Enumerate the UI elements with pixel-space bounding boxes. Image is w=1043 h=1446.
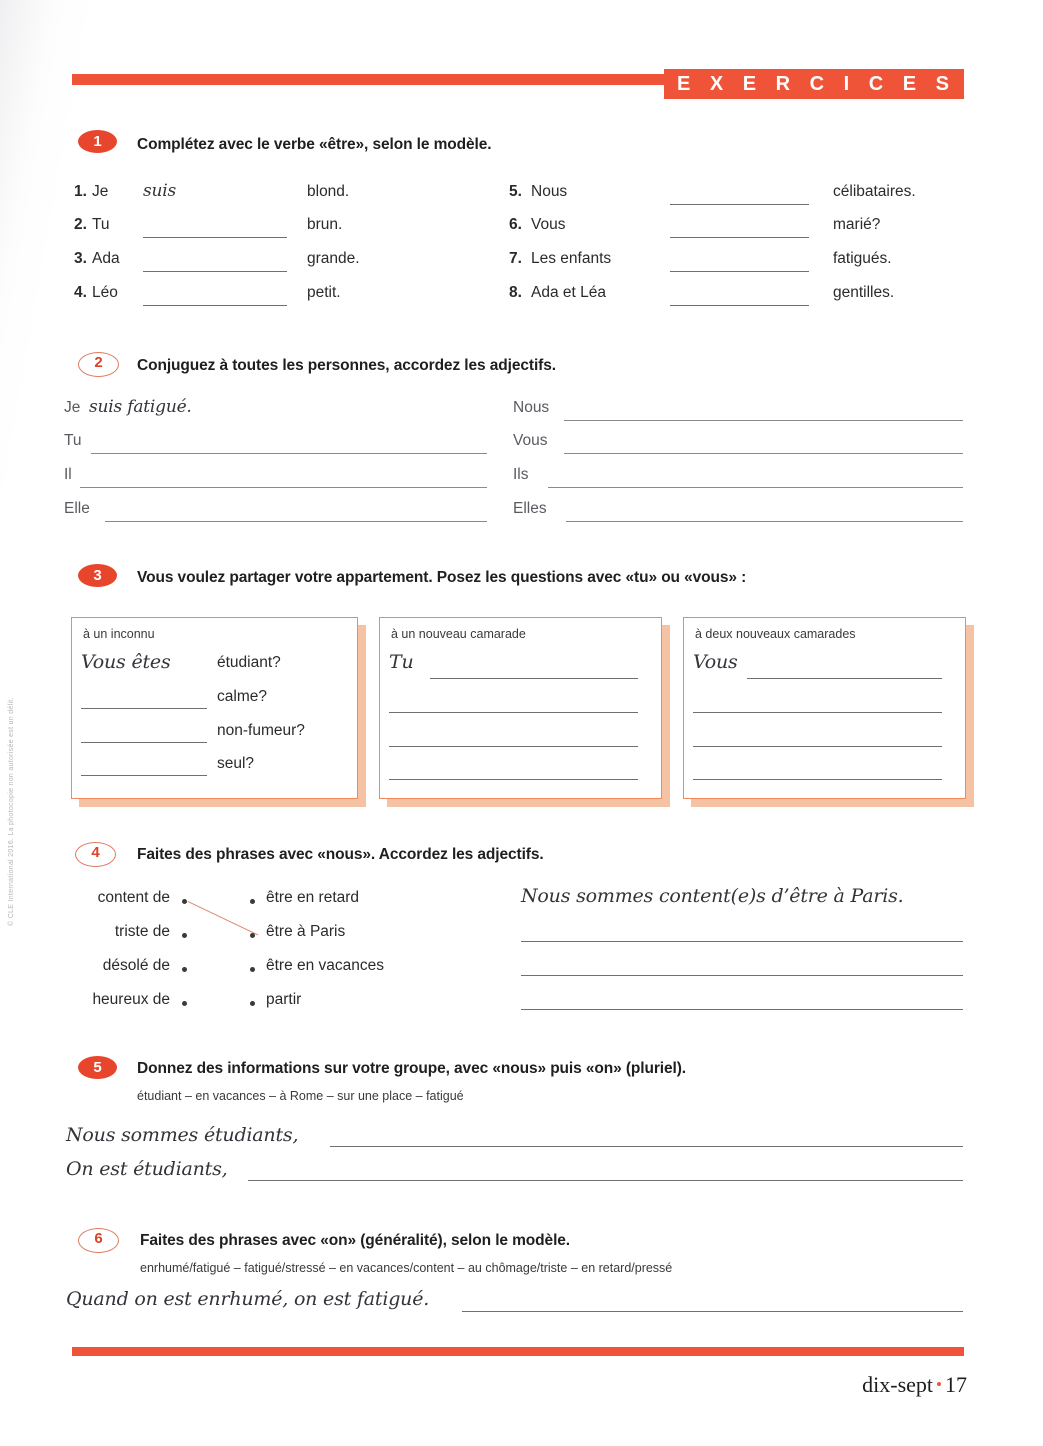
exercise-6-model-answer: Quand on est enrhumé, on est fatigué.: [66, 1288, 430, 1310]
answer-blank[interactable]: [548, 487, 963, 488]
pronoun-label: Elle: [64, 500, 90, 517]
answer-blank[interactable]: [143, 271, 287, 272]
folio-number: 17: [945, 1372, 967, 1397]
item-subject: Je: [92, 183, 109, 200]
item-predicate: brun.: [307, 216, 343, 233]
item-number: 7.: [509, 250, 522, 267]
exercise-5-answer-start: Nous sommes étudiants,: [66, 1124, 299, 1146]
page-folio: [862, 1372, 967, 1398]
item-predicate: gentilles.: [833, 284, 895, 301]
card-label: à un inconnu: [83, 627, 155, 641]
question-card-camarade: [379, 617, 662, 799]
answer-blank[interactable]: [521, 1009, 963, 1010]
match-left-item[interactable]: heureux de: [92, 991, 170, 1008]
item-predicate: blond.: [307, 183, 350, 200]
item-subject: Nous: [531, 183, 568, 200]
match-right-bullet[interactable]: [250, 899, 255, 904]
answer-blank[interactable]: [248, 1180, 963, 1181]
question-card-deux-camarades: [683, 617, 966, 799]
exercise-6-cue: enrhumé/fatigué – fatigué/stressé – en vacances/content – au chômage/triste – en retard/pressé: [140, 1261, 673, 1275]
card-answer-blank[interactable]: [81, 742, 207, 743]
answer-blank[interactable]: [143, 237, 287, 238]
folio-dot: •: [936, 1375, 942, 1394]
answer-blank[interactable]: [105, 521, 487, 522]
match-left-bullet[interactable]: [182, 967, 187, 972]
card-answer-blank[interactable]: [389, 712, 638, 713]
answer-blank[interactable]: [566, 521, 963, 522]
card-label: à un nouveau camarade: [391, 627, 526, 641]
card-prompt: non-fumeur?: [217, 722, 305, 739]
question-card-inconnu: [71, 617, 358, 799]
answer-blank[interactable]: [91, 453, 487, 454]
exercise-2-title: Conjuguez à toutes les personnes, accordez les adjectifs.: [137, 357, 556, 374]
item-subject: Les enfants: [531, 250, 612, 267]
answer-blank[interactable]: [670, 305, 809, 306]
exercise-5-cue: étudiant – en vacances – à Rome – sur une place – fatigué: [137, 1089, 464, 1103]
card-answer-blank[interactable]: [693, 746, 942, 747]
exercise-5-title: Donnez des informations sur votre groupe, avec «nous» puis «on» (pluriel).: [137, 1060, 686, 1077]
item-subject: Tu: [92, 216, 110, 233]
exercise-4-model-answer: Nous sommes content(e)s d’être à Paris.: [521, 885, 904, 907]
item-number: 6.: [509, 216, 522, 233]
exercise-1-title: Complétez avec le verbe «être», selon le modèle.: [137, 136, 492, 153]
match-connector-line: [188, 901, 259, 935]
match-left-item[interactable]: désolé de: [102, 957, 170, 974]
answer-blank[interactable]: [670, 271, 809, 272]
card-prefill: Vous: [693, 651, 738, 673]
answer-blank[interactable]: [521, 975, 963, 976]
match-left-item[interactable]: triste de: [114, 923, 170, 940]
item-subject: Ada: [92, 250, 120, 267]
card-answer-blank[interactable]: [693, 779, 942, 780]
answer-blank[interactable]: [143, 305, 287, 306]
card-prompt: calme?: [217, 688, 267, 705]
pronoun-label: Nous: [513, 399, 550, 416]
match-right-item[interactable]: être à Paris: [266, 923, 346, 940]
card-answer-blank[interactable]: [389, 746, 638, 747]
card-answer-blank[interactable]: [430, 678, 638, 679]
card-label: à deux nouveaux camarades: [695, 627, 856, 641]
item-subject: Léo: [92, 284, 118, 301]
item-number: 3.: [74, 250, 87, 267]
match-left-bullet[interactable]: [182, 933, 187, 938]
item-answer: suis: [143, 181, 177, 201]
match-left-item[interactable]: content de: [97, 889, 170, 906]
answer-blank[interactable]: [521, 941, 963, 942]
match-right-bullet[interactable]: [250, 967, 255, 972]
pronoun-label: Ils: [513, 466, 529, 483]
exercise-2-badge: 2: [78, 352, 119, 377]
item-predicate: fatigués.: [833, 250, 892, 267]
match-left-bullet[interactable]: [182, 1001, 187, 1006]
item-number: 4.: [74, 284, 87, 301]
exercise-5-answer-start: On est étudiants,: [66, 1158, 228, 1180]
page-title: E X E R C I C E S: [676, 73, 956, 95]
item-predicate: grande.: [307, 250, 360, 267]
answer-blank[interactable]: [564, 453, 963, 454]
model-answer: suis fatigué.: [89, 397, 192, 417]
card-answer-blank[interactable]: [81, 775, 207, 776]
match-right-bullet[interactable]: [250, 933, 255, 938]
match-right-item[interactable]: partir: [266, 991, 302, 1008]
item-subject: Ada et Léa: [531, 284, 606, 301]
match-right-bullet[interactable]: [250, 1001, 255, 1006]
footer-accent-bar: [72, 1347, 964, 1356]
match-right-item[interactable]: être en vacances: [266, 957, 385, 974]
item-number: 5.: [509, 183, 522, 200]
match-right-item[interactable]: être en retard: [266, 889, 360, 906]
exercise-4-title: Faites des phrases avec «nous». Accordez les adjectifs.: [137, 846, 544, 863]
item-predicate: célibataires.: [833, 183, 916, 200]
margin-credit-text: © CLE International 2016. La photocopie non autorisée est un délit.: [8, 697, 15, 926]
folio-word: dix-sept: [862, 1372, 934, 1397]
item-number: 8.: [509, 284, 522, 301]
card-answer-blank[interactable]: [693, 712, 942, 713]
exercise-6-title: Faites des phrases avec «on» (généralité), selon le modèle.: [140, 1232, 571, 1249]
item-number: 2.: [74, 216, 87, 233]
exercise-5-badge: 5: [78, 1056, 117, 1079]
answer-blank[interactable]: [670, 204, 809, 205]
match-left-bullet[interactable]: [182, 899, 187, 904]
item-predicate: marié?: [833, 216, 881, 233]
card-prefill: Vous êtes: [81, 651, 171, 673]
answer-blank[interactable]: [670, 237, 809, 238]
pronoun-label: Vous: [513, 432, 548, 449]
exercise-6-badge: 6: [78, 1228, 119, 1253]
item-predicate: petit.: [307, 284, 341, 301]
exercise-3-badge: 3: [78, 564, 117, 587]
pronoun-label: Elles: [513, 500, 547, 517]
card-answer-blank[interactable]: [81, 708, 207, 709]
pronoun-label: Tu: [64, 432, 82, 449]
answer-blank[interactable]: [330, 1146, 963, 1147]
card-prefill: Tu: [389, 651, 414, 673]
exercise-3-title: Vous voulez partager votre appartement. Posez les questions avec «tu» ou «vous» :: [137, 569, 747, 586]
item-number: 1.: [74, 183, 87, 200]
card-prompt: étudiant?: [217, 654, 281, 671]
exercise-1-badge: 1: [78, 130, 117, 153]
exercise-4-badge: 4: [75, 842, 116, 867]
answer-blank[interactable]: [564, 420, 963, 421]
card-answer-blank[interactable]: [389, 779, 638, 780]
pronoun-label: Je: [64, 399, 81, 416]
answer-blank[interactable]: [462, 1311, 963, 1312]
item-subject: Vous: [531, 216, 566, 233]
card-answer-blank[interactable]: [747, 678, 942, 679]
answer-blank[interactable]: [80, 487, 487, 488]
card-prompt: seul?: [217, 755, 255, 772]
pronoun-label: Il: [64, 466, 72, 483]
